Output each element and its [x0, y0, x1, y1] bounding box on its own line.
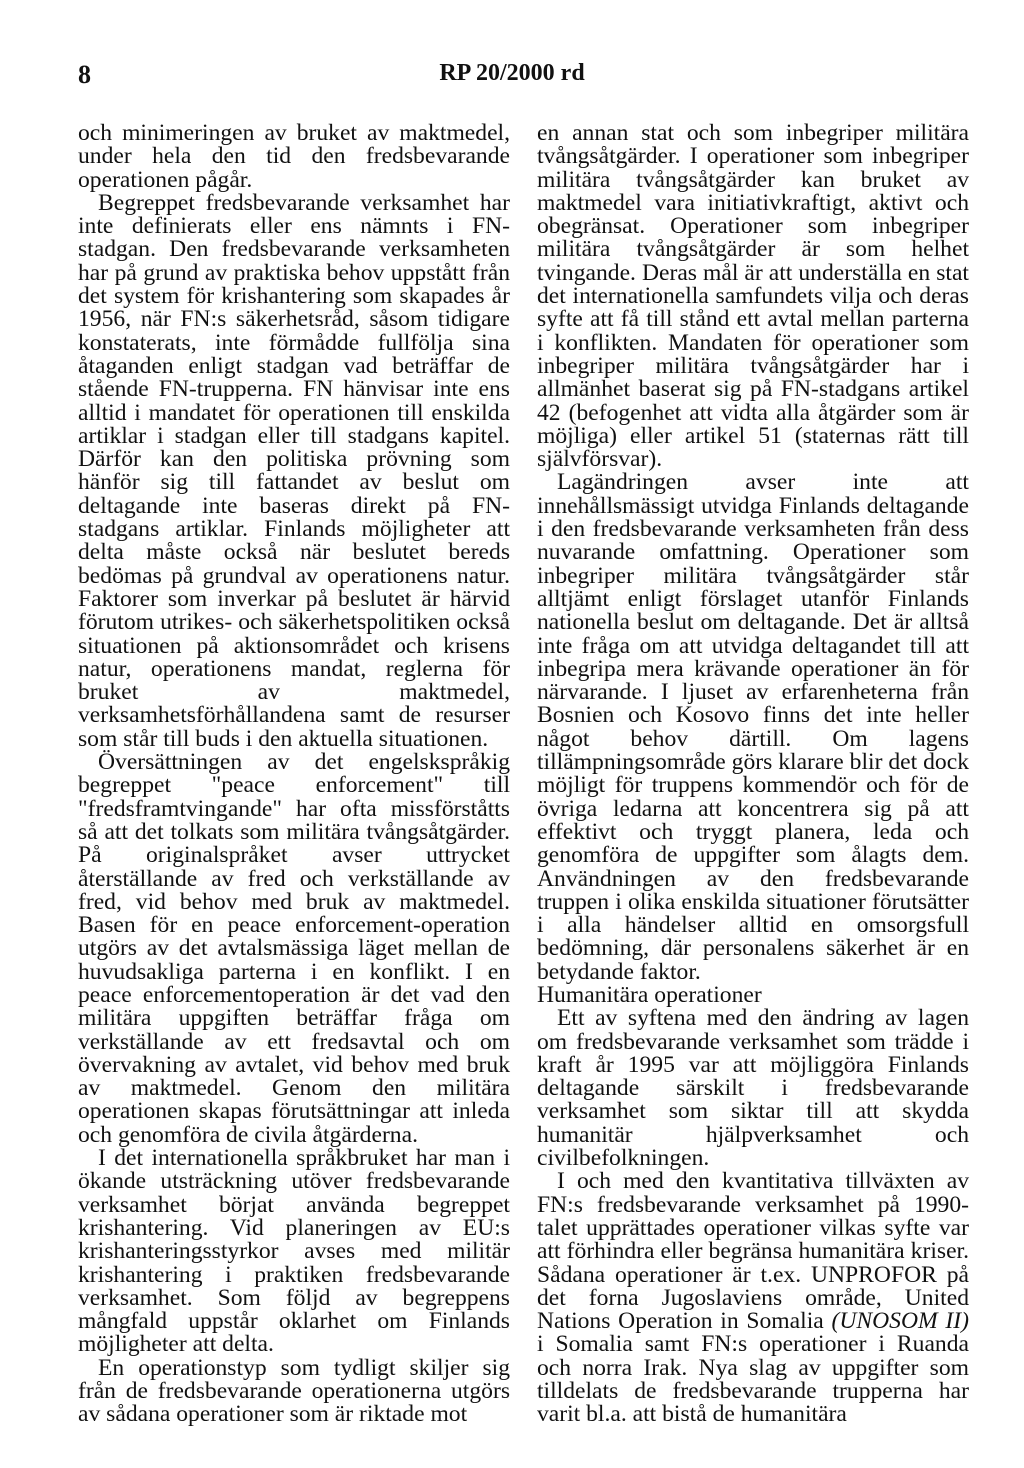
paragraph-text: I och med den kvantitativa tillväxten av FN:s fredsbevarande verksamhet på 1990-talet upprättades operationer vilkas syfte var att förhindra eller begränsa humanitära kriser. Sådana operationer är t.ex. UNPROFOR på det forna Jugoslaviens område, United Nations Operation in Somalia: [537, 1168, 969, 1335]
paragraph: I det internationella språkbruket har man i ökande utsträckning utöver fredsbevarande verksamhet börjat använda begreppet krishantering. Vid planeringen av EU:s krishanteringsstyrkor avses med militär krishantering i praktiken fredsbevarande verksamhet. Som följd av begreppens mångfald uppstår oklarhet om Finlands möjligheter att delta.: [78, 1145, 510, 1358]
left-column: [78, 122, 510, 1427]
paragraph: En operationstyp som tydligt skiljer sig från de fredsbevarande operationerna utgörs av sådana operationer som är riktade mot: [78, 1354, 510, 1428]
page-number: 8: [78, 60, 91, 89]
paragraph-text: i Somalia samt FN:s operationer i Ruanda och norra Irak. Nya slag av uppgifter som tilldelats de fredsbevarande trupperna har varit bl.a. att bistå de humanitära: [537, 1331, 969, 1428]
document-reference: RP 20/2000 rd: [439, 60, 585, 86]
paragraph: Begreppet fredsbevarande verksamhet har inte definierats eller ens nämnts i FN-stadgan. Den fredsbevarande verksamheten har på grund av praktiska behov uppstått från det system för krishantering som skapades år 1956, när FN:s säkerhetsråd, såsom tidigare konstaterats, inte förmådde fullfölja sina åtaganden enligt stadgan vad beträffar de stående FN-trupperna. FN hänvisar inte ens alltid i mandatet för operationen till enskilda artiklar i stadgan eller till stadgans kapitel. Därför kan den politiska prövning som hänför sig till fattandet av beslut om deltagande inte baseras direkt på FN-stadgans artiklar. Finlands möjligheter att delta måste också när beslutet bereds bedömas på grundval av operationens natur. Faktorer som inverkar på beslutet är härvid förutom utrikes- och säkerhetspolitiken också situationen på aktionsområdet och krisens natur, operationens mandat, reglerna för bruket av maktmedel, verksamhetsförhållandena samt de resurser som står till buds i den aktuella situationen.: [78, 189, 510, 752]
paragraph: och minimeringen av bruket av maktmedel, under hela den tid den fredsbevarande operationen pågår.: [78, 120, 510, 193]
paragraph: en annan stat och som inbegriper militära tvångsåtgärder. I operationer som inbegriper militära tvångsåtgärder kan bruket av maktmedel vara initiativkraftigt, aktivt och obegränsat. Operationer som inbegriper militära tvångsåtgärder är som helhet tvingande. Deras mål är att underställa en stat det internationella samfundets vilja och deras syfte att få till stånd ett avtal mellan parterna i konflikten. Mandaten för operationer som inbegriper militära tvångsåtgärder har i allmänhet baserat sig på FN-stadgans artikel 42 (befogenhet att vidta alla åtgärder som är möjliga) eller artikel 51 (staternas rätt till självförsvar).: [537, 120, 969, 473]
operation-name-italic: (UNOSOM II): [831, 1308, 969, 1335]
paragraph: Lagändringen avser inte att innehållsmässigt utvidga Finlands deltagande i den fredsbevarande verksamheten från dess nuvarande omfattning. Operationer som inbegriper militära tvångsåtgärder står alltjämt enligt förslaget utanför Finlands nationella beslut om deltagande. Det är alltså inte fråga om att utvidga deltagandet till att inbegripa mera krävande operationer än för närvarande. I ljuset av erfarenheterna från Bosnien och Kosovo finns det inte heller något behov därtill. Om lagens tillämpningsområde görs klarare blir det dock möjligt för truppens kommendör och för de övriga ledarna att koncentrera sig på att effektivt och tryggt planera, leda och genomföra de uppgifter som ålagts dem. Användningen av den fredsbevarande truppen i olika enskilda situationer förutsätter i alla händelser alltid en omsorgsfull bedömning, där personalens säkerhet är en betydande faktor.: [537, 469, 969, 985]
section-heading: Humanitära operationer: [537, 981, 762, 1008]
paragraph: Översättningen av det engelskspråkig begreppet "peace enforcement" till "fredsframtvingande" har ofta missförståtts så att det tolkats som militära tvångsåtgärder. På originalspråket avser uttrycket återställande av fred och verkställande av fred, vid behov med bruk av maktmedel. Basen för en peace enforcement-operation utgörs av det avtalsmässiga läget mellan de huvudsakliga parterna i en konflikt. I en peace enforcementoperation är det vad den militära uppgiften beträffar fråga om verkställande av ett fredsavtal och om övervakning av avtalet, vid behov med bruk av maktmedel. Genom den militära operationen skapas förutsättningar att inleda och genomföra de civila åtgärderna.: [78, 749, 510, 1148]
right-column: [537, 122, 969, 1427]
paragraph: [537, 1170, 969, 1426]
paragraph: Ett av syftena med den ändring av lagen om fredsbevarande verksamhet som trädde i kraft år 1995 var att möjliggöra Finlands deltagande särskilt i fredsbevarande verksamhet som siktar till att skydda humanitär hjälpverksamhet och civilbefolkningen.: [537, 1005, 969, 1172]
